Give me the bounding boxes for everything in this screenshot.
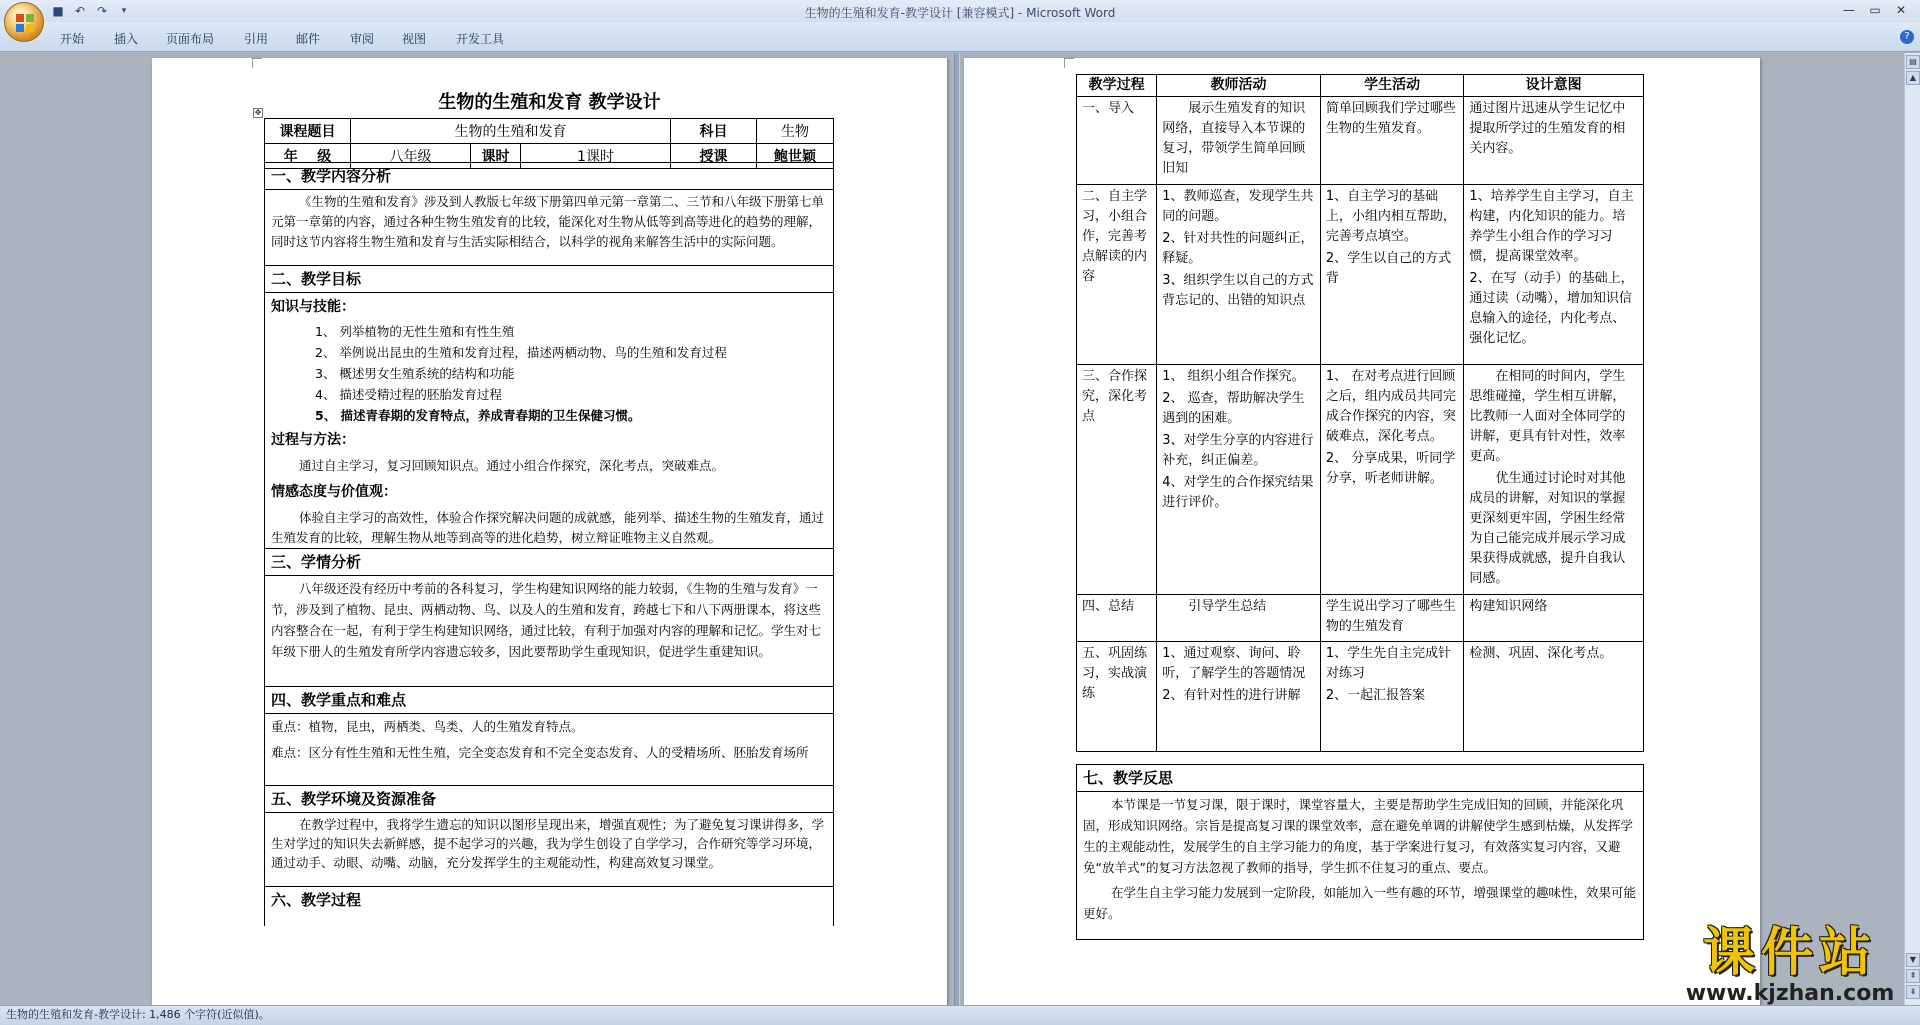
cell-text: 1、 组织小组合作探究。 (1162, 369, 1305, 384)
cell-text: 1、 在对考点进行回顾之后，组内成员共同完成合作探究的内容，突破难点，深化考点。 (1325, 369, 1456, 444)
cell-text: 三、合作探究，深化考点 (1082, 369, 1148, 424)
table-cell (1320, 97, 1464, 185)
table-cell (1077, 595, 1157, 642)
cell-text: 3、组织学生以自己的方式背忘记的、出错的知识点 (1162, 273, 1314, 308)
list-item: 4、 描述受精过程的胚胎发育过程 (315, 387, 502, 402)
section-heading: 三、学情分析 (265, 549, 833, 576)
minimize-button[interactable]: — (1843, 3, 1855, 17)
section-text: 通过自主学习，复习回顾知识点。通过小组合作探究，深化考点，突破难点。 (299, 458, 725, 473)
cell-text: 简单回顾我们学过哪些生物的生殖发育。 (1325, 101, 1456, 136)
prev-page-icon[interactable]: ⇞ (1906, 969, 1920, 983)
subheading: 过程与方法： (271, 432, 355, 448)
cell-text: 2、针对共性的问题纠正，释疑。 (1162, 231, 1314, 266)
page-divider (954, 53, 960, 1005)
cell-text: 构建知识网络 (1469, 599, 1548, 614)
table-cell (1320, 642, 1464, 752)
section-heading: 二、教学目标 (265, 266, 833, 293)
info-cell: 八年级 (351, 144, 471, 169)
info-cell: 生物 (757, 119, 834, 144)
info-cell: 科目 (671, 119, 757, 144)
cell-text: 1、学生先自主完成针对练习 (1325, 646, 1452, 681)
cell-text: 2、在写（动手）的基础上，通过读（动嘴），增加知识信息输入的途径，内化考点、强化记忆。 (1469, 271, 1634, 346)
cell-text: 通过图片迅速从学生记忆中提取所学过的生殖发育的相关内容。 (1469, 101, 1626, 156)
tab-home[interactable]: 开始 (60, 32, 85, 46)
table-cell (1320, 365, 1464, 595)
cell-text: 2、 分享成果，听同学分享，听老师讲解。 (1325, 451, 1456, 486)
table-header: 教学过程 (1077, 75, 1157, 97)
watermark-logo-text: 课件站 (1702, 923, 1877, 983)
table-header: 教师活动 (1157, 75, 1321, 97)
next-page-icon[interactable]: ⇟ (1906, 985, 1920, 999)
table-cell (1464, 595, 1644, 642)
table-cell (1077, 97, 1157, 185)
student-analysis-section (264, 548, 834, 687)
list-item: 1、 列举植物的无性生殖和有性生殖 (315, 324, 515, 339)
table-cell (1464, 642, 1644, 752)
office-button[interactable] (4, 2, 44, 42)
table-header: 学生活动 (1320, 75, 1464, 97)
cell-text: 4、对学生的合作探究结果进行评价。 (1162, 475, 1314, 510)
document-page-2[interactable] (964, 58, 1760, 1005)
watermark (1665, 923, 1915, 1006)
table-move-handle-icon[interactable]: ✥ (254, 108, 262, 117)
section-heading: 一、教学内容分析 (265, 163, 833, 190)
cell-text: 学生说出学习了哪些生物的生殖发育 (1325, 599, 1456, 634)
key-point-text: 重点：植物，昆虫，两栖类、鸟类、人的生殖发育特点。 (271, 719, 584, 734)
scroll-up-icon[interactable]: ▲ (1906, 71, 1920, 85)
table-row (1077, 365, 1644, 595)
environment-section (264, 785, 834, 887)
tab-developer[interactable]: 开发工具 (456, 32, 505, 46)
info-cell: 鲍世颖 (757, 144, 834, 169)
cell-text: 2、一起汇报答案 (1325, 688, 1426, 703)
cell-text: 1、教师巡查，发现学生共同的问题。 (1162, 189, 1314, 224)
subheading: 知识与技能： (271, 299, 355, 315)
tab-view[interactable]: 视图 (402, 32, 427, 46)
section-text: 八年级还没有经历中考前的各科复习，学生构建知识网络的能力较弱，《生物的生殖与发育》一节，涉及到了植物、昆虫、两栖动物、鸟、以及人的生殖和发育，跨越七下和八下两册课本，将这些内容整合在一起，有利于学生构建知识网络，通过比较，有利于加强对内容的理解和记忆。学生对七年级下册人的生殖发育所学内容遗忘较多，因此要帮助学生重现知识，促进学生重建知识。 (271, 581, 822, 659)
reflection-text: 本节课是一节复习课，限于课时，课堂容量大，主要是帮助学生完成旧知的回顾，并能深化巩固，形成知识网络。宗旨是提高复习课的课堂效率，意在避免单调的讲解使学生感到枯燥，从发挥学生的主观能动性，发展学生的自主学习能力的角度，基于学案进行复习，有效落实复习内容，又避免“放羊式”的复习方法忽视了教师的指导，学生抓不住复习的重点、要点。 (1083, 797, 1634, 875)
cell-text: 1、通过观察、询问、聆听，了解学生的答题情况 (1162, 646, 1306, 681)
table-cell (1157, 97, 1321, 185)
scroll-down-icon[interactable]: ▼ (1906, 953, 1920, 967)
table-cell (1464, 97, 1644, 185)
table-header: 设计意图 (1464, 75, 1644, 97)
page-title: 生物的生殖和发育 教学设计 (438, 92, 661, 113)
page-corner-mark (252, 58, 262, 68)
section-heading: 七、教学反思 (1077, 765, 1643, 792)
cell-text: 2、学生以自己的方式背 (1325, 251, 1452, 286)
table-cell (1157, 642, 1321, 752)
chevron-down-icon[interactable]: ▾ (121, 6, 127, 16)
cell-text: 二、自主学习，小组合作，完善考点解读的内容 (1082, 189, 1148, 284)
table-row (1077, 642, 1644, 752)
teaching-goals-section (264, 265, 834, 549)
info-cell: 生物的生殖和发育 (351, 119, 671, 144)
section-heading: 五、教学环境及资源准备 (265, 786, 833, 813)
section-heading: 六、教学过程 (271, 891, 362, 909)
table-row (1077, 185, 1644, 365)
table-row (1077, 97, 1644, 185)
table-cell (1077, 642, 1157, 752)
info-cell: 课程题目 (265, 119, 351, 144)
table-cell (1157, 595, 1321, 642)
tab-mailings[interactable]: 邮件 (296, 32, 321, 46)
cell-text: 引导学生总结 (1188, 599, 1267, 614)
cell-text: 四、总结 (1082, 599, 1135, 614)
cell-text: 优生通过讨论时对其他成员的讲解，对知识的掌握更深刻更牢固，学困生经常为自己能完成并展示学习成果获得成就感，提升自我认同感。 (1469, 471, 1626, 586)
table-cell (1320, 595, 1464, 642)
redo-icon[interactable]: ↷ (96, 4, 108, 18)
watermark-url: www.kjzhan.com (1685, 981, 1895, 1006)
ribbon-tabs (0, 22, 1920, 52)
office-logo-icon (16, 14, 34, 32)
cell-text: 3、对学生分享的内容进行补充，纠正偏差。 (1162, 433, 1314, 468)
undo-icon[interactable]: ↶ (74, 4, 86, 18)
page-corner-mark (1064, 58, 1074, 68)
list-item: 5、 描述青春期的发育特点，养成青春期的卫生保健习惯。 (315, 408, 641, 423)
title-bar (0, 0, 1920, 22)
list-item: 2、 举例说出昆虫的生殖和发育过程，描述两栖动物、鸟的生殖和发育过程 (315, 345, 727, 360)
tab-insert[interactable]: 插入 (114, 32, 139, 46)
table-cell (1157, 365, 1321, 595)
cell-text: 2、 巡查，帮助解决学生遇到的困难。 (1162, 391, 1305, 426)
document-workspace (0, 53, 1904, 1005)
close-button[interactable]: ✕ (1895, 3, 1907, 17)
cell-text: 五、巩固练习，实战演练 (1082, 646, 1148, 701)
restore-button[interactable]: ▭ (1869, 3, 1881, 17)
info-cell: 课时 (471, 144, 521, 169)
table-row (1077, 595, 1644, 642)
subheading: 情感态度与价值观： (271, 484, 397, 500)
table-cell (1464, 365, 1644, 595)
content-analysis-section (264, 162, 834, 266)
cell-text: 检测、巩固、深化考点。 (1469, 646, 1613, 661)
cell-text: 展示生殖发育的知识网络，直接导入本节课的复习，带领学生简单回顾旧知 (1162, 101, 1306, 176)
reflection-section (1076, 764, 1644, 940)
info-cell: 1课时 (521, 144, 671, 169)
cell-text: 一、导入 (1082, 101, 1135, 116)
reflection-text: 在学生自主学习能力发展到一定阶段，如能加入一些有趣的环节，增强课堂的趣味性，效果可能更好。 (1083, 885, 1637, 921)
section-text: 体验自主学习的高效性，体验合作探究解决问题的成就感，能列举、描述生物的生殖发育，通过生殖发育的比较，理解生物从地等到高等的进化趋势，树立辩证唯物主义自然观。 (271, 510, 825, 545)
process-section (264, 886, 834, 926)
save-icon[interactable]: ■ (52, 4, 64, 18)
info-cell: 授课 (671, 144, 757, 169)
section-heading: 四、教学重点和难点 (265, 687, 833, 714)
help-icon[interactable]: ? (1900, 30, 1914, 44)
section-text: 《生物的生殖和发育》涉及到人教版七年级下册第四单元第一章第二、三节和八年级下册第七单元第一章第的内容，通过各种生物生殖发育的比较，能深化对生物从低等到高等进化的趋势的理解，同时这节内容将生物生殖和发育与生活实际相结合，以科学的视角来解答生活中的实际问题。 (271, 194, 825, 249)
tab-page-layout[interactable]: 页面布局 (166, 32, 215, 46)
document-page-1[interactable] (152, 58, 947, 1005)
cell-text: 在相同的时间内，学生思维碰撞，学生相互讲解，比教师一人面对全体同学的讲解，更具有针对性，效率更高。 (1469, 369, 1626, 464)
tab-references[interactable]: 引用 (244, 32, 269, 46)
table-cell (1077, 185, 1157, 365)
table-cell (1077, 365, 1157, 595)
list-item: 3、 概述男女生殖系统的结构和功能 (315, 366, 515, 381)
cell-text: 1、培养学生自主学习，自主构建，内化知识的能力。培养学生小组合作的学习习惯，提高课堂效率。 (1469, 189, 1634, 264)
tab-review[interactable]: 审阅 (350, 32, 375, 46)
cell-text: 2、有针对性的进行讲解 (1162, 688, 1301, 703)
info-cell: 年 级 (265, 144, 351, 169)
cell-text: 1、自主学习的基础上，小组内相互帮助，完善考点填空。 (1325, 189, 1456, 244)
key-points-section (264, 686, 834, 786)
window-title: 生物的生殖和发育-教学设计 [兼容模式] - Microsoft Word (804, 6, 1116, 20)
table-cell (1464, 185, 1644, 365)
status-bar: 生物的生殖和发育-教学设计: 1,486 个字符(近似值)。 (0, 1005, 1920, 1025)
table-cell (1320, 185, 1464, 365)
teaching-process-table (1076, 74, 1644, 752)
section-text: 在教学过程中，我将学生遗忘的知识以图形呈现出来，增强直观性；为了避免复习课讲得多，学生对学过的知识失去新鲜感，提不起学习的兴趣，我为学生创设了自学学习，合作研究等学习环境，通过动手、动眼、动嘴、动脑，充分发挥学生的主观能动性，构建高效复习课堂。 (271, 817, 825, 870)
vertical-scrollbar[interactable] (1904, 53, 1920, 1005)
difficult-point-text: 难点：区分有性生殖和无性生殖，完全变态发育和不完全变态发育、人的受精场所、胚胎发育场所 (271, 745, 809, 760)
table-cell (1157, 185, 1321, 365)
ruler-toggle-icon[interactable]: ▤ (1906, 55, 1920, 69)
